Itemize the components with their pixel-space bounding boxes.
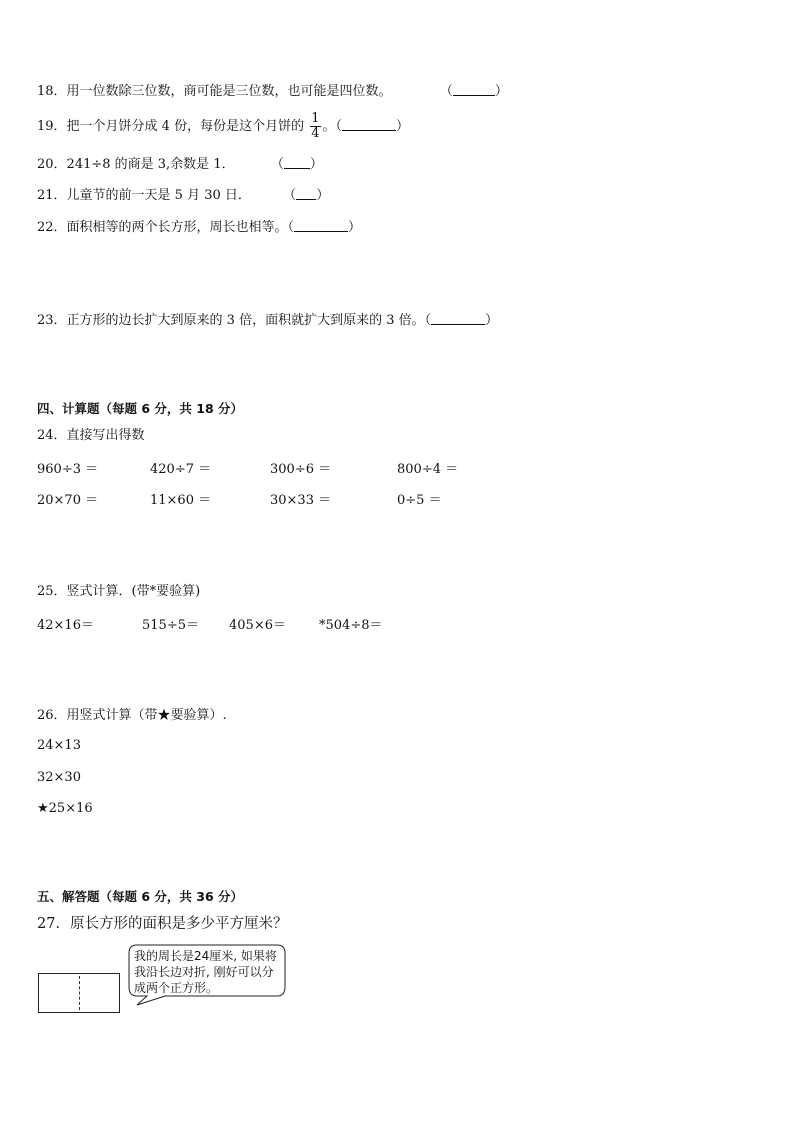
calc-item: 420÷7 ＝ [150, 462, 212, 477]
vertical-calc-item: 32×30 [37, 770, 81, 785]
calc-item: 20×70 ＝ [37, 493, 99, 508]
rectangle-figure [38, 973, 120, 1013]
calc-item: 11×60 ＝ [150, 493, 212, 508]
paren-close: ） [396, 119, 410, 134]
paren-open: （ [283, 188, 297, 203]
paren-close: ） [494, 84, 508, 99]
vertical-calc-item: 42×16＝ [37, 618, 94, 633]
calc-item: 30×33 ＝ [270, 493, 332, 508]
question-18 [37, 83, 508, 101]
question-21-text: 21．儿童节的前一天是 5 月 30 日． [37, 188, 251, 203]
answer-blank-20[interactable] [284, 156, 310, 169]
section-4-title: 四、计算题（每题 6 分，共 18 分） [37, 401, 244, 416]
question-19-text-after: 。（ [322, 119, 343, 134]
question-20 [37, 156, 323, 174]
question-25-title: 25．竖式计算．(带*要验算) [37, 584, 201, 599]
paren-close: ） [485, 313, 499, 328]
question-19-text: 19．把一个月饼分成 4 份，每份是这个月饼的 [37, 119, 305, 134]
vertical-calc-item: ★25×16 [37, 801, 93, 816]
question-27-title: 27．原长方形的面积是多少平方厘米？ [37, 916, 288, 932]
question-22-text: 22．面积相等的两个长方形，周长也相等。（ [37, 220, 295, 235]
fraction-numerator: 1 [311, 111, 320, 126]
question-23-text: 23．正方形的边长扩大到原来的 3 倍，面积就扩大到原来的 3 倍。（ [37, 313, 432, 328]
vertical-calc-item: 515÷5＝ [142, 618, 199, 633]
question-23 [37, 312, 498, 330]
paren-close: ） [348, 220, 362, 235]
paren-close: ） [309, 157, 323, 172]
question-18-text: 18．用一位数除三位数，商可能是三位数，也可能是四位数。 [37, 84, 392, 99]
fraction-denominator: 4 [311, 126, 320, 141]
calc-item: 800÷4 ＝ [397, 462, 459, 477]
calc-item: 0÷5 ＝ [397, 493, 442, 508]
answer-blank-19[interactable] [342, 118, 396, 131]
section-5-title: 五、解答题（每题 6 分，共 36 分） [37, 889, 244, 904]
calc-item: 300÷6 ＝ [270, 462, 332, 477]
paren-open: （ [439, 84, 453, 99]
question-26-title: 26．用竖式计算（带★要验算）. [37, 708, 227, 723]
question-19 [37, 112, 409, 141]
fold-line [79, 976, 80, 1010]
question-24-title: 24．直接写出得数 [37, 428, 145, 443]
answer-blank-21[interactable] [296, 187, 316, 200]
fraction-one-quarter [310, 112, 320, 141]
paren-close: ） [316, 188, 330, 203]
vertical-calc-item: 405×6＝ [229, 618, 286, 633]
answer-blank-23[interactable] [431, 312, 485, 325]
answer-blank-22[interactable] [294, 219, 348, 232]
answer-blank-18[interactable] [453, 83, 495, 96]
question-21 [37, 187, 329, 205]
question-20-text: 20．241÷8 的商是 3,余数是 1． [37, 157, 235, 172]
speech-bubble-text: 我的周长是24厘米, 如果将我沿长边对折, 刚好可以分成两个正方形。 [134, 949, 277, 995]
vertical-calc-item: *504÷8＝ [319, 618, 383, 633]
vertical-calc-item: 24×13 [37, 738, 81, 753]
question-22 [37, 219, 361, 237]
paren-open: （ [270, 157, 284, 172]
calc-item: 960÷3 ＝ [37, 462, 99, 477]
